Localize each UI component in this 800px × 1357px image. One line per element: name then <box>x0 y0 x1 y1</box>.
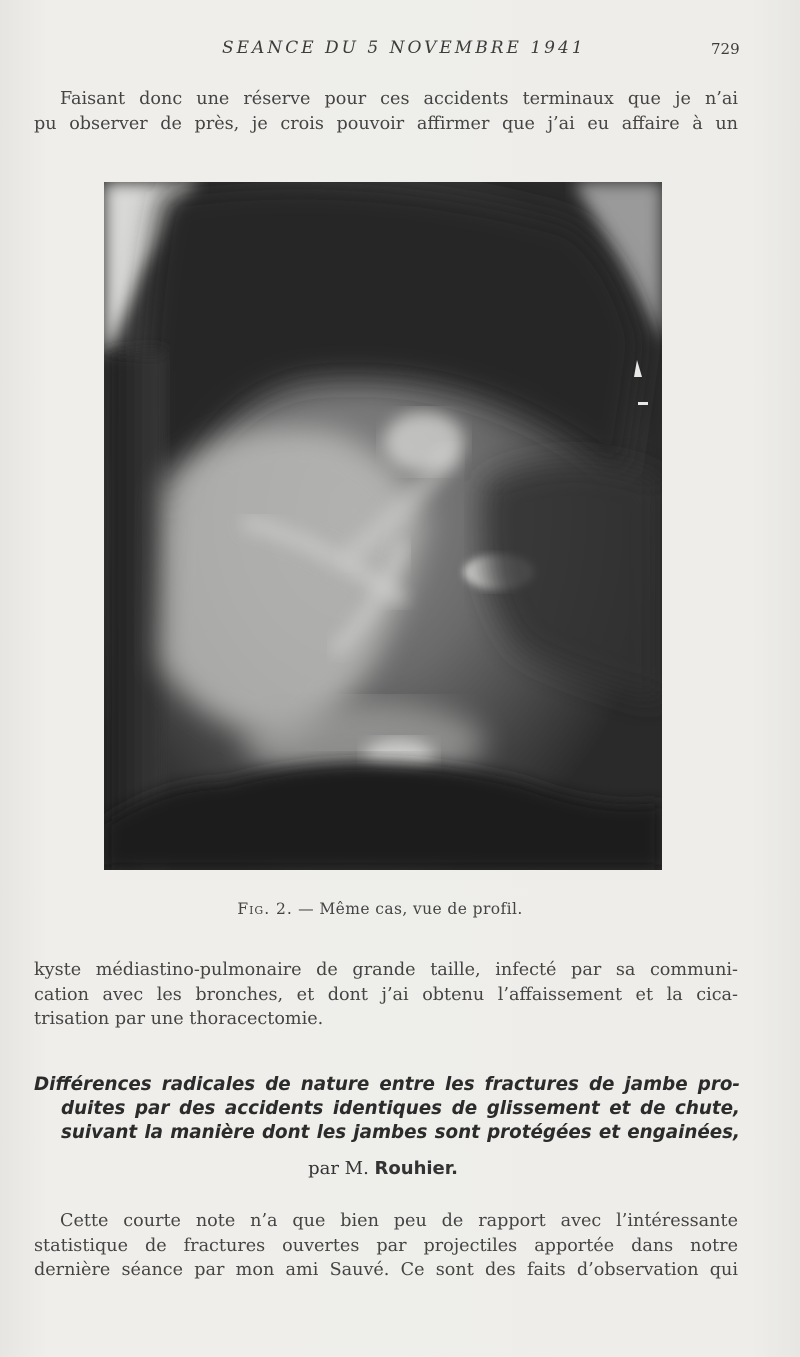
article-title <box>34 1073 740 1145</box>
text-line: dernière séance par mon ami Sauvé. Ce sont des faits d’observation qui <box>34 1260 738 1280</box>
article-byline <box>0 1158 766 1179</box>
running-header-title: SEANCE DU 5 NOVEMBRE 1941 <box>222 38 586 58</box>
radiograph-figure <box>104 182 662 870</box>
title-line: duites par des accidents identiques de glissement et de chute, <box>61 1098 740 1119</box>
text-line: kyste médiastino-pulmonaire de grande taille, infecté par sa communi- <box>34 960 738 980</box>
text-line: trisation par une thoracectomie. <box>34 1009 324 1029</box>
page-number: 729 <box>711 40 740 58</box>
radiograph-image <box>104 182 662 870</box>
author-name: Rouhier. <box>374 1158 458 1179</box>
text-line: statistique de fractures ouvertes par projectiles apportée dans notre <box>34 1235 738 1256</box>
paragraph-intro <box>34 87 738 136</box>
figure-caption <box>0 900 760 918</box>
figure-label: Fig. 2. <box>237 900 293 918</box>
paragraph-article-body <box>34 1209 738 1283</box>
figure-caption-text: — Même cas, vue de profil. <box>298 900 523 918</box>
byline-prefix: par M. <box>308 1158 369 1179</box>
text-line: pu observer de près, je crois pouvoir affirmer que j’ai eu affaire à un <box>34 113 738 134</box>
title-line: Différences radicales de nature entre les fractures de jambe pro- <box>34 1074 740 1095</box>
text-line: cation avec les bronches, et dont j’ai obtenu l’affaissement et la cica- <box>34 984 738 1005</box>
text-line: Faisant donc une réserve pour ces accidents terminaux que je n’ai <box>60 89 738 109</box>
paragraph-continuation <box>34 958 738 1032</box>
text-line: Cette courte note n’a que bien peu de rapport avec l’intéressante <box>60 1211 738 1231</box>
title-line: suivant la manière dont les jambes sont protégées et engainées, <box>61 1122 740 1143</box>
